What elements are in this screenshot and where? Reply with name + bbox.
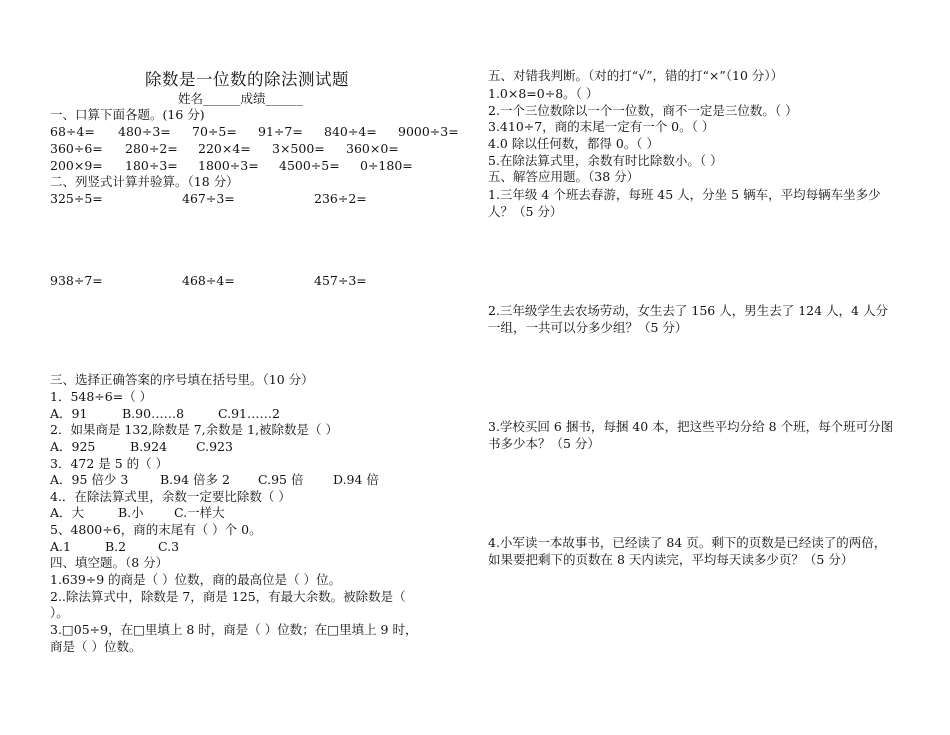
section-6-heading: 五、解答应用题。（38 分） xyxy=(488,169,640,184)
oral-calc-item: 840÷4= xyxy=(324,124,377,139)
oral-calc-item: 68÷4= xyxy=(50,124,95,139)
choice-option: A．925 xyxy=(50,439,96,454)
fill-question: 3.□05÷9，在□里填上 8 时，商是（ ）位数；在□里填上 9 时， xyxy=(50,622,418,637)
oral-calc-item: 360÷6= xyxy=(50,141,103,156)
vertical-calc-item: 457÷3= xyxy=(314,273,367,288)
oral-calc-item: 70÷5= xyxy=(192,124,237,139)
oral-calc-item: 1800÷3= xyxy=(198,158,259,173)
choice-question: 3．472 是 5 的（ ） xyxy=(50,456,169,471)
fill-question-continued: ）。 xyxy=(50,605,69,620)
choice-question: 2．如果商是 132,除数是 7,余数是 1,被除数是（ ） xyxy=(50,422,339,437)
page-title: 除数是一位数的除法测试题 xyxy=(145,70,349,89)
choice-option: A．大 xyxy=(50,505,85,520)
section-4-heading: 四、填空题。（8 分） xyxy=(50,555,169,570)
vertical-calc-item: 468÷4= xyxy=(182,273,235,288)
choice-option: B.2 xyxy=(105,539,127,554)
vertical-calc-item: 325÷5= xyxy=(50,191,103,206)
word-problem: 1.三年级 4 个班去春游，每班 45 人，分坐 5 辆车，平均每辆车坐多少人？（5 分） xyxy=(488,187,881,219)
choice-question: 4.．在除法算式里，余数一定要比除数（ ） xyxy=(50,489,291,504)
oral-calc-item: 180÷3= xyxy=(125,158,178,173)
judge-question: 2.一个三位数除以一个一位数，商不一定是三位数。（ ） xyxy=(488,103,798,118)
judge-question: 5.在除法算式里，余数有时比除数小。（ ） xyxy=(488,153,723,168)
choice-option: A.1 xyxy=(50,539,71,554)
choice-question: 1．548÷6=（ ） xyxy=(50,389,153,404)
judge-question: 3.410÷7，商的末尾一定有一个 0。（ ） xyxy=(488,119,715,134)
oral-calc-item: 4500÷5= xyxy=(279,158,340,173)
fill-question-continued: 商是（ ）位数。 xyxy=(50,639,142,654)
choice-option: B.90……8 xyxy=(122,406,185,421)
oral-calc-item: 9000÷3= xyxy=(398,124,459,139)
choice-option: B.94 倍多 2 xyxy=(160,472,230,487)
oral-calc-item: 3×500= xyxy=(272,141,325,156)
fill-question: 1.639÷9 的商是（ ）位数，商的最高位是（ ）位。 xyxy=(50,572,342,587)
word-problem: 2.三年级学生去农场劳动，女生去了 156 人，男生去了 124 人，4 人分一组，一共可以分多少组？（5 分） xyxy=(488,303,888,335)
choice-option: C.95 倍 xyxy=(258,472,304,487)
oral-calc-item: 220×4= xyxy=(198,141,251,156)
choice-option: A．91 xyxy=(50,406,88,421)
section-2-heading: 二、列竖式计算并验算。（18 分） xyxy=(50,174,239,189)
choice-option: C.一样大 xyxy=(174,505,225,520)
vertical-calc-item: 236÷2= xyxy=(314,191,367,206)
oral-calc-item: 360×0= xyxy=(346,141,399,156)
fill-question: 2..除法算式中，除数是 7，商是 125，有最大余数。被除数是（ xyxy=(50,589,406,604)
judge-question: 1.0×8=0÷8。（ ） xyxy=(488,86,599,101)
oral-calc-item: 0÷180= xyxy=(360,158,413,173)
vertical-calc-item: 938÷7= xyxy=(50,273,103,288)
choice-question: 5、4800÷6，商的末尾有（ ）个 0。 xyxy=(50,522,262,537)
choice-option: C.91……2 xyxy=(218,406,280,421)
oral-calc-item: 480÷3= xyxy=(118,124,171,139)
oral-calc-item: 280÷2= xyxy=(125,141,178,156)
section-5-heading: 五、对错我判断。（对的打“√”，错的打“×”（10 分）） xyxy=(488,68,784,83)
word-problem: 4.小军读一本故事书，已经读了 84 页。剩下的页数是已经读了的两倍，如果要把剩下的页数在 8 天内读完，平均每天读多少页？（5 分） xyxy=(488,535,887,567)
choice-option: C.923 xyxy=(196,439,233,454)
name-score-line: 姓名______成绩______ xyxy=(178,91,304,106)
section-3-heading: 三、选择正确答案的序号填在括号里。（10 分） xyxy=(50,372,314,387)
oral-calc-item: 200×9= xyxy=(50,158,103,173)
choice-option: D.94 倍 xyxy=(333,472,379,487)
judge-question: 4.0 除以任何数，都得 0。（ ） xyxy=(488,136,660,151)
choice-option: B.小 xyxy=(118,505,144,520)
choice-option: B.924 xyxy=(130,439,168,454)
oral-calc-item: 91÷7= xyxy=(258,124,303,139)
section-1-heading: 一、口算下面各题。(16 分) xyxy=(50,107,205,122)
word-problem: 3.学校买回 6 捆书，每捆 40 本，把这些平均分给 8 个班，每个班可分图书多少本？（5 分） xyxy=(488,419,894,451)
choice-option: A．95 倍少 3 xyxy=(50,472,129,487)
choice-option: C.3 xyxy=(158,539,180,554)
vertical-calc-item: 467÷3= xyxy=(182,191,235,206)
